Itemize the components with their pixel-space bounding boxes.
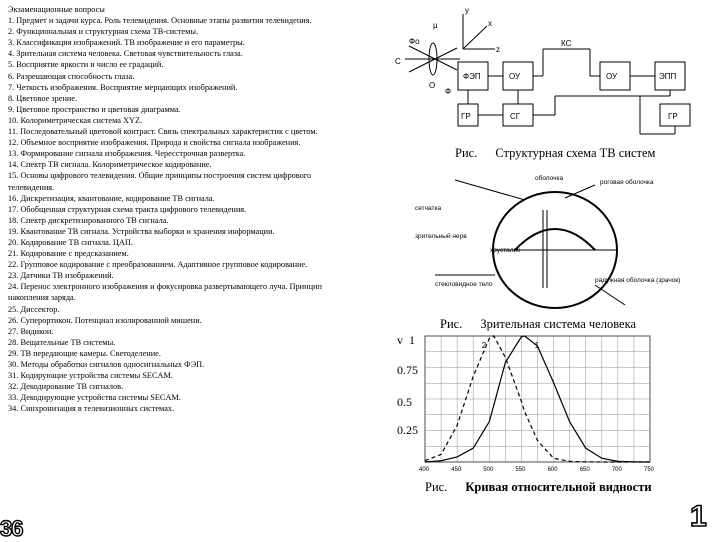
eye-label-choroid: радужная оболочка (зрачок) (595, 277, 681, 284)
y-tick-025: 0.25 (397, 423, 418, 437)
question-10: 10. Колориметрическая система XYZ. (8, 115, 143, 125)
label-fo: Фо (409, 37, 420, 46)
question-32: 32. Декодирование ТВ сигналов. (8, 382, 124, 392)
eye-diagram (395, 170, 715, 315)
chart-series-labels (482, 341, 540, 350)
y-tick-075: 0.75 (397, 363, 418, 377)
label-ks: КС (561, 39, 572, 48)
label-c: С (395, 57, 401, 66)
x-tick-label: 450 (451, 467, 462, 473)
question-17: 17. Обобщенная структурная схема тракта цифрового телевидения. (8, 204, 247, 214)
block-gr-1: ГР (461, 112, 471, 121)
x-tick-label: 500 (483, 467, 494, 473)
block-sg: СГ (510, 112, 521, 121)
question-3: 3. Классификация изображений. ТВ изображение и его параметры. (8, 38, 245, 48)
label-phi: Ф (445, 87, 452, 96)
axis-x-label: x (488, 19, 492, 28)
block-fep: ФЭП (463, 72, 481, 81)
question-22: 22. Групповое кодирование с преобразованием. Адаптивное групповое кодирование. (8, 260, 308, 270)
eye-label-retina: сетчатка (415, 205, 442, 212)
question-8: 8. Цветовое зрение. (8, 93, 78, 103)
figure1-caption-prefix: Рис. (455, 146, 478, 160)
question-5: 5. Восприятие яркости и число ее градаций. (8, 60, 164, 70)
question-16: 16. Дискретизация, квантование, кодирование ТВ сигнала. (8, 193, 215, 203)
slide-number-right: 1 (690, 500, 707, 533)
x-tick-label: 550 (515, 467, 526, 473)
block-epp: ЭПП (659, 72, 677, 81)
luminosity-chart (415, 330, 665, 475)
question-29: 29. ТВ передающие камеры. Светоделение. (8, 348, 161, 358)
x-tick-label: 400 (419, 467, 430, 473)
figure1-caption-text: Структурная схема ТВ систем (495, 146, 656, 160)
question-14: 14. Спектр ТВ сигнала. Колориметрическое кодирование. (8, 160, 212, 170)
chart-caption (425, 480, 652, 495)
tv-system-diagram (395, 4, 715, 144)
question-18: 18. Спектр дискретизированного ТВ сигнала. (8, 215, 169, 225)
x-tick-label: 650 (579, 467, 590, 473)
question-12: 12. Объемное восприятие изображения. Природа и свойства сигнала изображения. (8, 138, 301, 148)
question-2: 2. Функциональная и структурная схема ТВ-системы. (8, 27, 199, 37)
question-13: 13. Формирование сигнала изображения. Чересстрочная развертка. (8, 149, 246, 159)
questions-title: Экзаменационные вопросы (8, 5, 105, 14)
chart-caption-prefix: Рис. (425, 480, 448, 494)
figure2-caption-text: Зрительная система человека (480, 317, 637, 331)
question-20: 20. Кодирование ТВ сигнала. ЦАП. (8, 237, 133, 247)
label-o: О (429, 81, 436, 90)
question-1: 1. Предмет и задачи курса. Роль телевидения. Основные этапы развития телевидения. (8, 16, 312, 26)
series-label-1: 1 (534, 341, 540, 350)
eye-label-vitreous: стекловидное тело (435, 281, 493, 288)
axis-z-label: z (496, 45, 500, 54)
question-28: 28. Вещательные ТВ системы. (8, 337, 116, 347)
question-21: 21. Кодирование с предсказанием. (8, 249, 129, 259)
block-gr-2: ГР (668, 112, 678, 121)
question-7: 7. Четкость изображения. Восприятие мерцающих изображений. (8, 82, 238, 92)
chart-x-ticks (419, 467, 655, 473)
question-4: 4. Зрительная система человека. Световая чувствительность глаза. (8, 49, 243, 59)
question-19: 19. Квантование ТВ сигнала. Устройства выборки и хранения информации. (8, 226, 275, 236)
question-11: 11. Последовательный цветовой контраст. Связь спектральных характеристик с цветом. (8, 127, 318, 137)
questions-list (8, 4, 353, 414)
question-31: 31. Кодирующие устройства системы SECAM. (8, 371, 173, 381)
question-26: 26. Суперортикон. Потенциал изолированной мишени. (8, 315, 202, 325)
eye-label-sclera: роговая оболочка (600, 179, 654, 186)
figure1-caption (455, 146, 655, 161)
chart-grid (425, 336, 650, 462)
chart-ylabel: v (397, 333, 403, 347)
question-24: 24. Перенос электронного изображения и фокусировка развертывающего луча. Принцип накопления заряда. (8, 282, 322, 303)
slide-number-left: 36 (0, 516, 23, 541)
y-tick-05: 0.5 (397, 395, 412, 409)
y-tick-1: 1 (409, 333, 415, 347)
eye-label-iris: оболочка (535, 175, 564, 182)
question-33: 33. Декодирующие устройства системы SECAM. (8, 393, 181, 403)
x-tick-label: 750 (644, 467, 655, 473)
x-tick-label: 700 (611, 467, 622, 473)
series-label-2: 2 (481, 341, 487, 350)
question-15: 15. Основы цифрового телевидения. Общие принципы построения систем цифрового телевидения. (8, 171, 312, 192)
question-23: 23. Датчики ТВ изображений. (8, 271, 114, 281)
question-25: 25. Диссектор. (8, 304, 60, 314)
question-30: 30. Методы обработки сигналов односигнальных ФЭП. (8, 360, 205, 369)
block-ou-1: ОУ (509, 72, 521, 81)
x-tick-label: 600 (547, 467, 558, 473)
question-34: 34. Синхронизация в телевизионных системах. (8, 404, 175, 414)
chart-title: Кривая относительной видности (465, 480, 652, 494)
eye-label-lens: хрусталик (490, 247, 521, 254)
axis-y-label: y (465, 6, 469, 15)
question-27: 27. Видикон. (8, 326, 54, 336)
eye-label-nerve: зрительный нерв (415, 233, 467, 240)
block-ou-2: ОУ (606, 72, 618, 81)
figure2-caption-prefix: Рис. (440, 317, 463, 331)
question-9: 9. Цветовое пространство и цветовая диаграмма. (8, 104, 181, 114)
question-6: 6. Разрешающая способность глаза. (8, 71, 135, 81)
label-mu: μ (433, 21, 438, 30)
